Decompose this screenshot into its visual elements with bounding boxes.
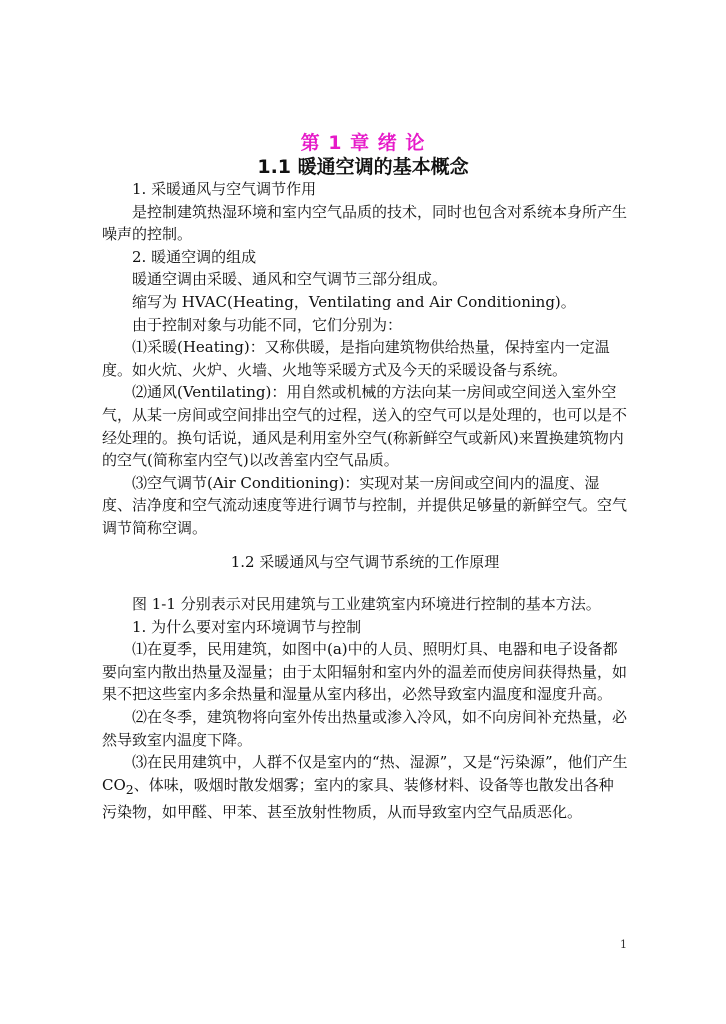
paragraph: 是控制建筑热湿环境和室内空气品质的技术，同时也包含对系统本身所产生噪声的控制。 — [102, 202, 628, 244]
subscript: 2 — [125, 781, 134, 797]
paragraph-pollution — [102, 751, 628, 824]
section-title: 1.1 暖通空调的基本概念 — [257, 156, 469, 178]
heading-hvac-composition: 2. 暖通空调的组成 — [132, 247, 257, 266]
paragraph-air-conditioning: ⑶空气调节(Air Conditioning)：实现对某一房间或空间内的温度、湿度、洁净度和空气流动速度等进行调节与控制，并提供足够量的新鲜空气。空气调节简称空调。 — [102, 473, 628, 537]
document-body — [102, 178, 628, 824]
paragraph-summer: ⑴在夏季，民用建筑，如图中(a)中的人员、照明灯具、电器和电子设备都要向室内散出热量及湿量；由于太阳辐射和室内外的温差而使房间获得热量，如果不把这些室内多余热量和湿量从室内移出，必然导致室内温度和湿度升高。 — [102, 640, 628, 704]
text-run: ⑶在民用建筑中，人群不仅是室内的“热、湿源”，又是“污染源”，他们产生 CO — [102, 753, 628, 794]
paragraph: 图 1-1 分别表示对民用建筑与工业建筑室内环境进行控制的基本方法。 — [132, 595, 601, 614]
text-run: 、体味，吸烟时散发烟雾；室内的家具、装修材料、设备等也散发出各种污染物，如甲醛、甲苯、甚至放射性物质，从而导致室内空气品质恶化。 — [102, 775, 614, 822]
chapter-title: 第 1 章 绪 论 — [300, 132, 426, 154]
page-number: 1 — [620, 938, 627, 951]
paragraph-heating: ⑴采暖(Heating)：又称供暖，是指向建筑物供给热量，保持室内一定温度。如火炕、火炉、火墙、火地等采暖方式及今天的采暖设备与系统。 — [102, 338, 610, 379]
paragraph-ventilating: ⑵通风(Ventilating)：用自然或机械的方法向某一房间或空间送入室外空气，从某一房间或空间排出空气的过程，送入的空气可以是处理的，也可以是不经处理的。换句话说，通风是利用室外空气(称新鲜空气或新风)来置换建筑物内的空气(简称室内空气)以改善室内空气品质。 — [102, 383, 628, 470]
paragraph: 缩写为 HVAC(Heating，Ventilating and Air Conditioning)。 — [132, 292, 576, 311]
paragraph-winter: ⑵在冬季，建筑物将向室外传出热量或渗入冷风，如不向房间补充热量，必然导致室内温度下降。 — [102, 708, 628, 749]
heading-why-control: 1. 为什么要对室内环境调节与控制 — [132, 617, 362, 636]
paragraph: 由于控制对象与功能不同，它们分别为： — [132, 315, 403, 334]
heading-hvac-purpose: 1. 采暖通风与空气调节作用 — [132, 180, 317, 198]
paragraph: 暖通空调由采暖、通风和空气调节三部分组成。 — [132, 270, 448, 289]
subsection-title: 1.2 采暖通风与空气调节系统的工作原理 — [230, 552, 500, 571]
